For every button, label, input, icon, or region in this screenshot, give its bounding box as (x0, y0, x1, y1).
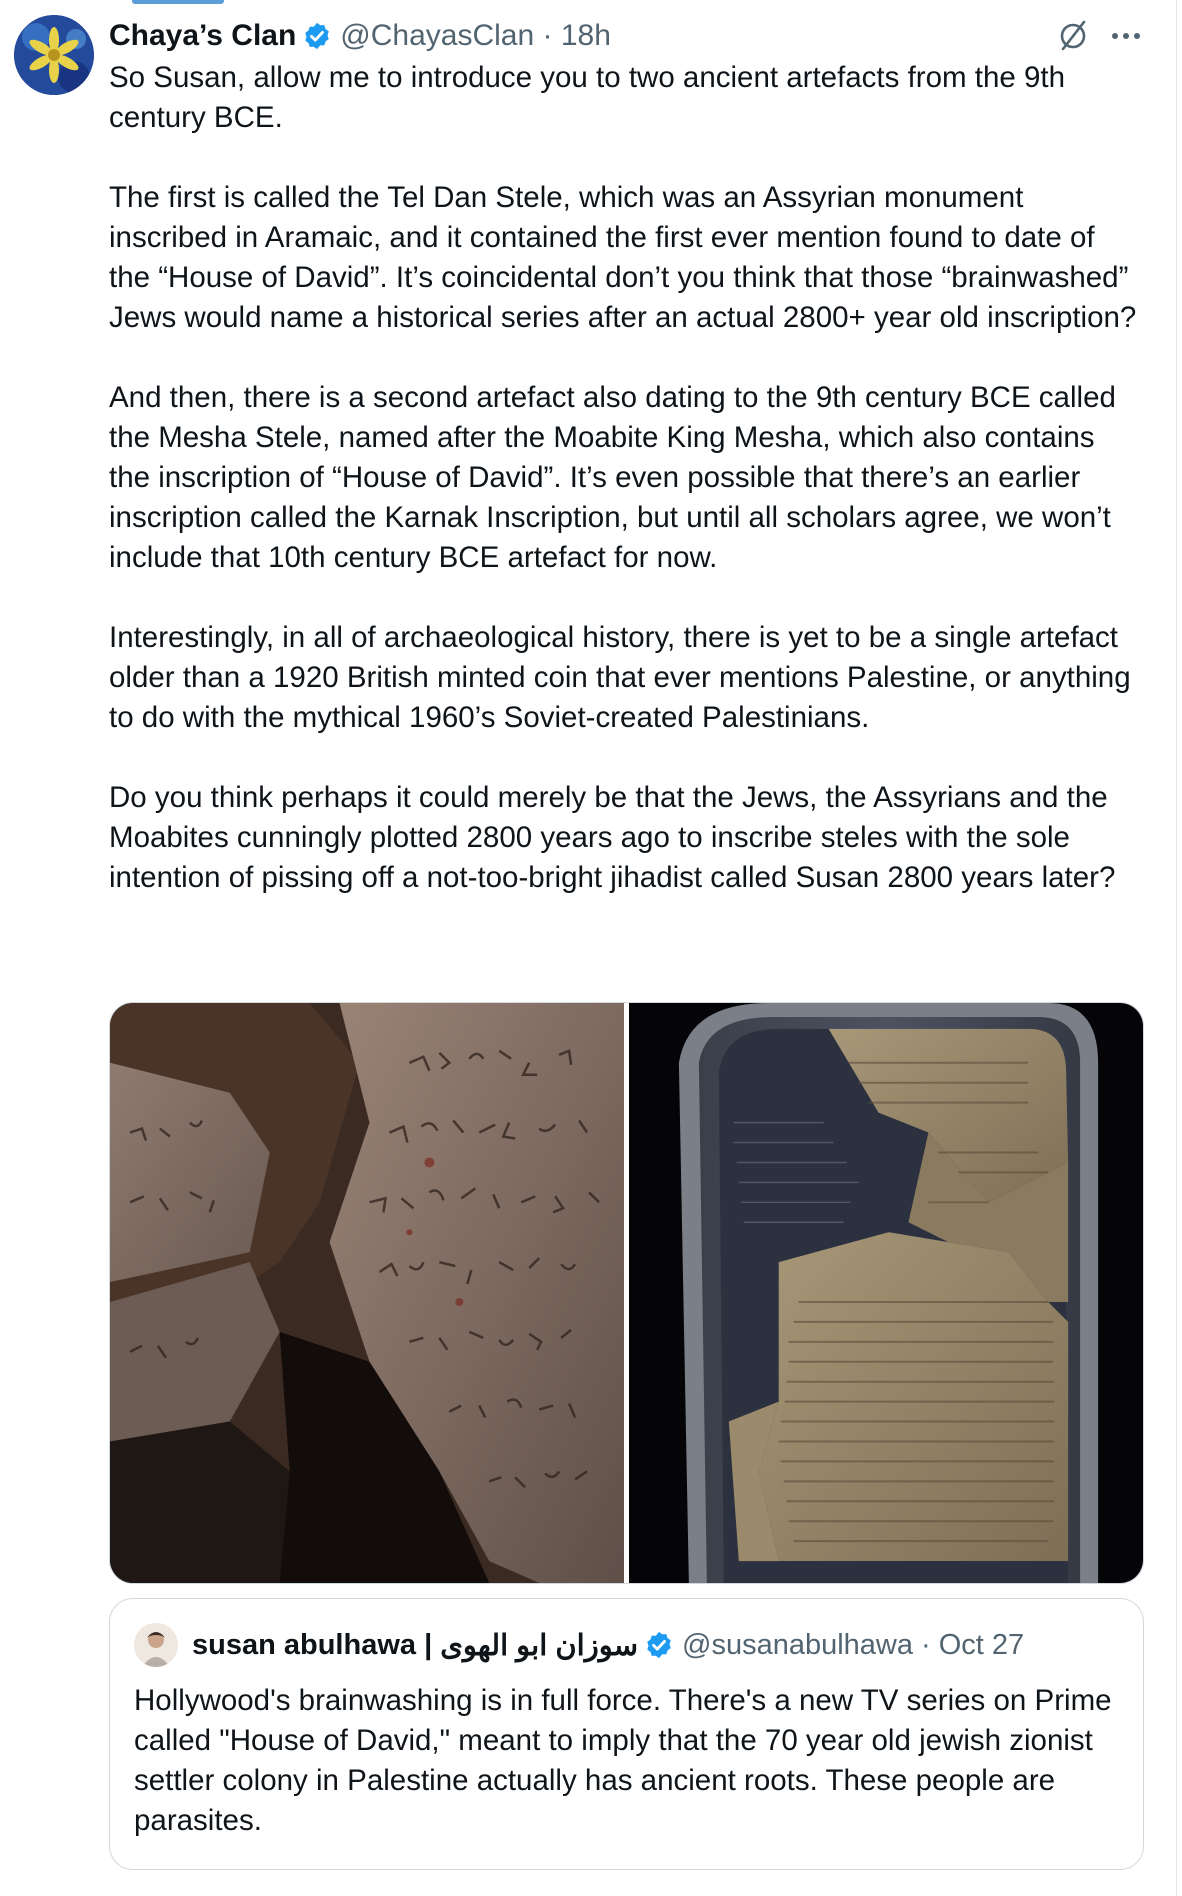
quote-header (192, 1623, 1024, 1667)
handle-and-time[interactable]: @ChayasClan · 18h (340, 19, 611, 52)
quote-handle-and-date[interactable]: @susanabulhawa · Oct 27 (682, 1628, 1025, 1661)
tweet-paragraph: The first is called the Tel Dan Stele, which was an Assyrian monument inscribed in Aramaic, and it contained the first ever mention found to date of the “House of David”. It’s coincidental don’t you think that those “brainwashed” Jews would name a historical series after an actual 2800+ year old inscription? (109, 181, 1137, 334)
tel-dan-stele-image[interactable] (110, 1003, 624, 1583)
tweet-paragraph: Interestingly, in all of archaeological history, there is yet to be a single artefact older than a 1920 British minted coin that ever mentions Palestine, or anything to do with the mythical 1960’s Soviet-created Palestinians. (109, 621, 1131, 734)
page-divider (1176, 0, 1177, 1896)
avatar[interactable] (14, 15, 94, 95)
quote-avatar[interactable] (134, 1623, 178, 1667)
media-grid (109, 1002, 1144, 1584)
verified-badge-icon (644, 1630, 674, 1660)
quote-display-name[interactable]: susan abulhawa | (192, 1628, 433, 1661)
display-name[interactable]: Chaya’s Clan (109, 19, 297, 52)
quoted-tweet[interactable] (109, 1598, 1144, 1870)
tweet-header (109, 14, 611, 58)
quote-text: Hollywood's brainwashing is in full force. There's a new TV series on Prime called "House of David," meant to imply that the 70 year old jewish zionist settler colony in Palestine actually has ancient roots. These people are parasites. (134, 1684, 1112, 1837)
tweet-paragraph: And then, there is a second artefact also dating to the 9th century BCE called the Mesha Stele, named after the Moabite King Mesha, which also contains the inscription of “House of David”. It’s even possible that there’s an earlier inscription called the Karnak Inscription, but until all scholars agree, we won’t include that 10th century BCE artefact for now. (109, 381, 1116, 574)
more-options-icon[interactable] (1108, 20, 1144, 52)
tweet-text (109, 58, 1139, 898)
grok-icon[interactable] (1055, 18, 1091, 54)
tweet-paragraph: So Susan, allow me to introduce you to two ancient artefacts from the 9th century BCE. (109, 61, 1065, 134)
quote-display-name-arabic[interactable]: سوزان ابو الهوى (440, 1629, 638, 1662)
mesha-stele-image[interactable] (629, 1003, 1143, 1583)
verified-badge-icon (302, 21, 332, 51)
tweet-paragraph: Do you think perhaps it could merely be that the Jews, the Assyrians and the Moabites cunningly plotted 2800 years ago to inscribe steles with the sole intention of pissing off a not-too-bright jihadist called Susan 2800 years later? (109, 781, 1116, 894)
